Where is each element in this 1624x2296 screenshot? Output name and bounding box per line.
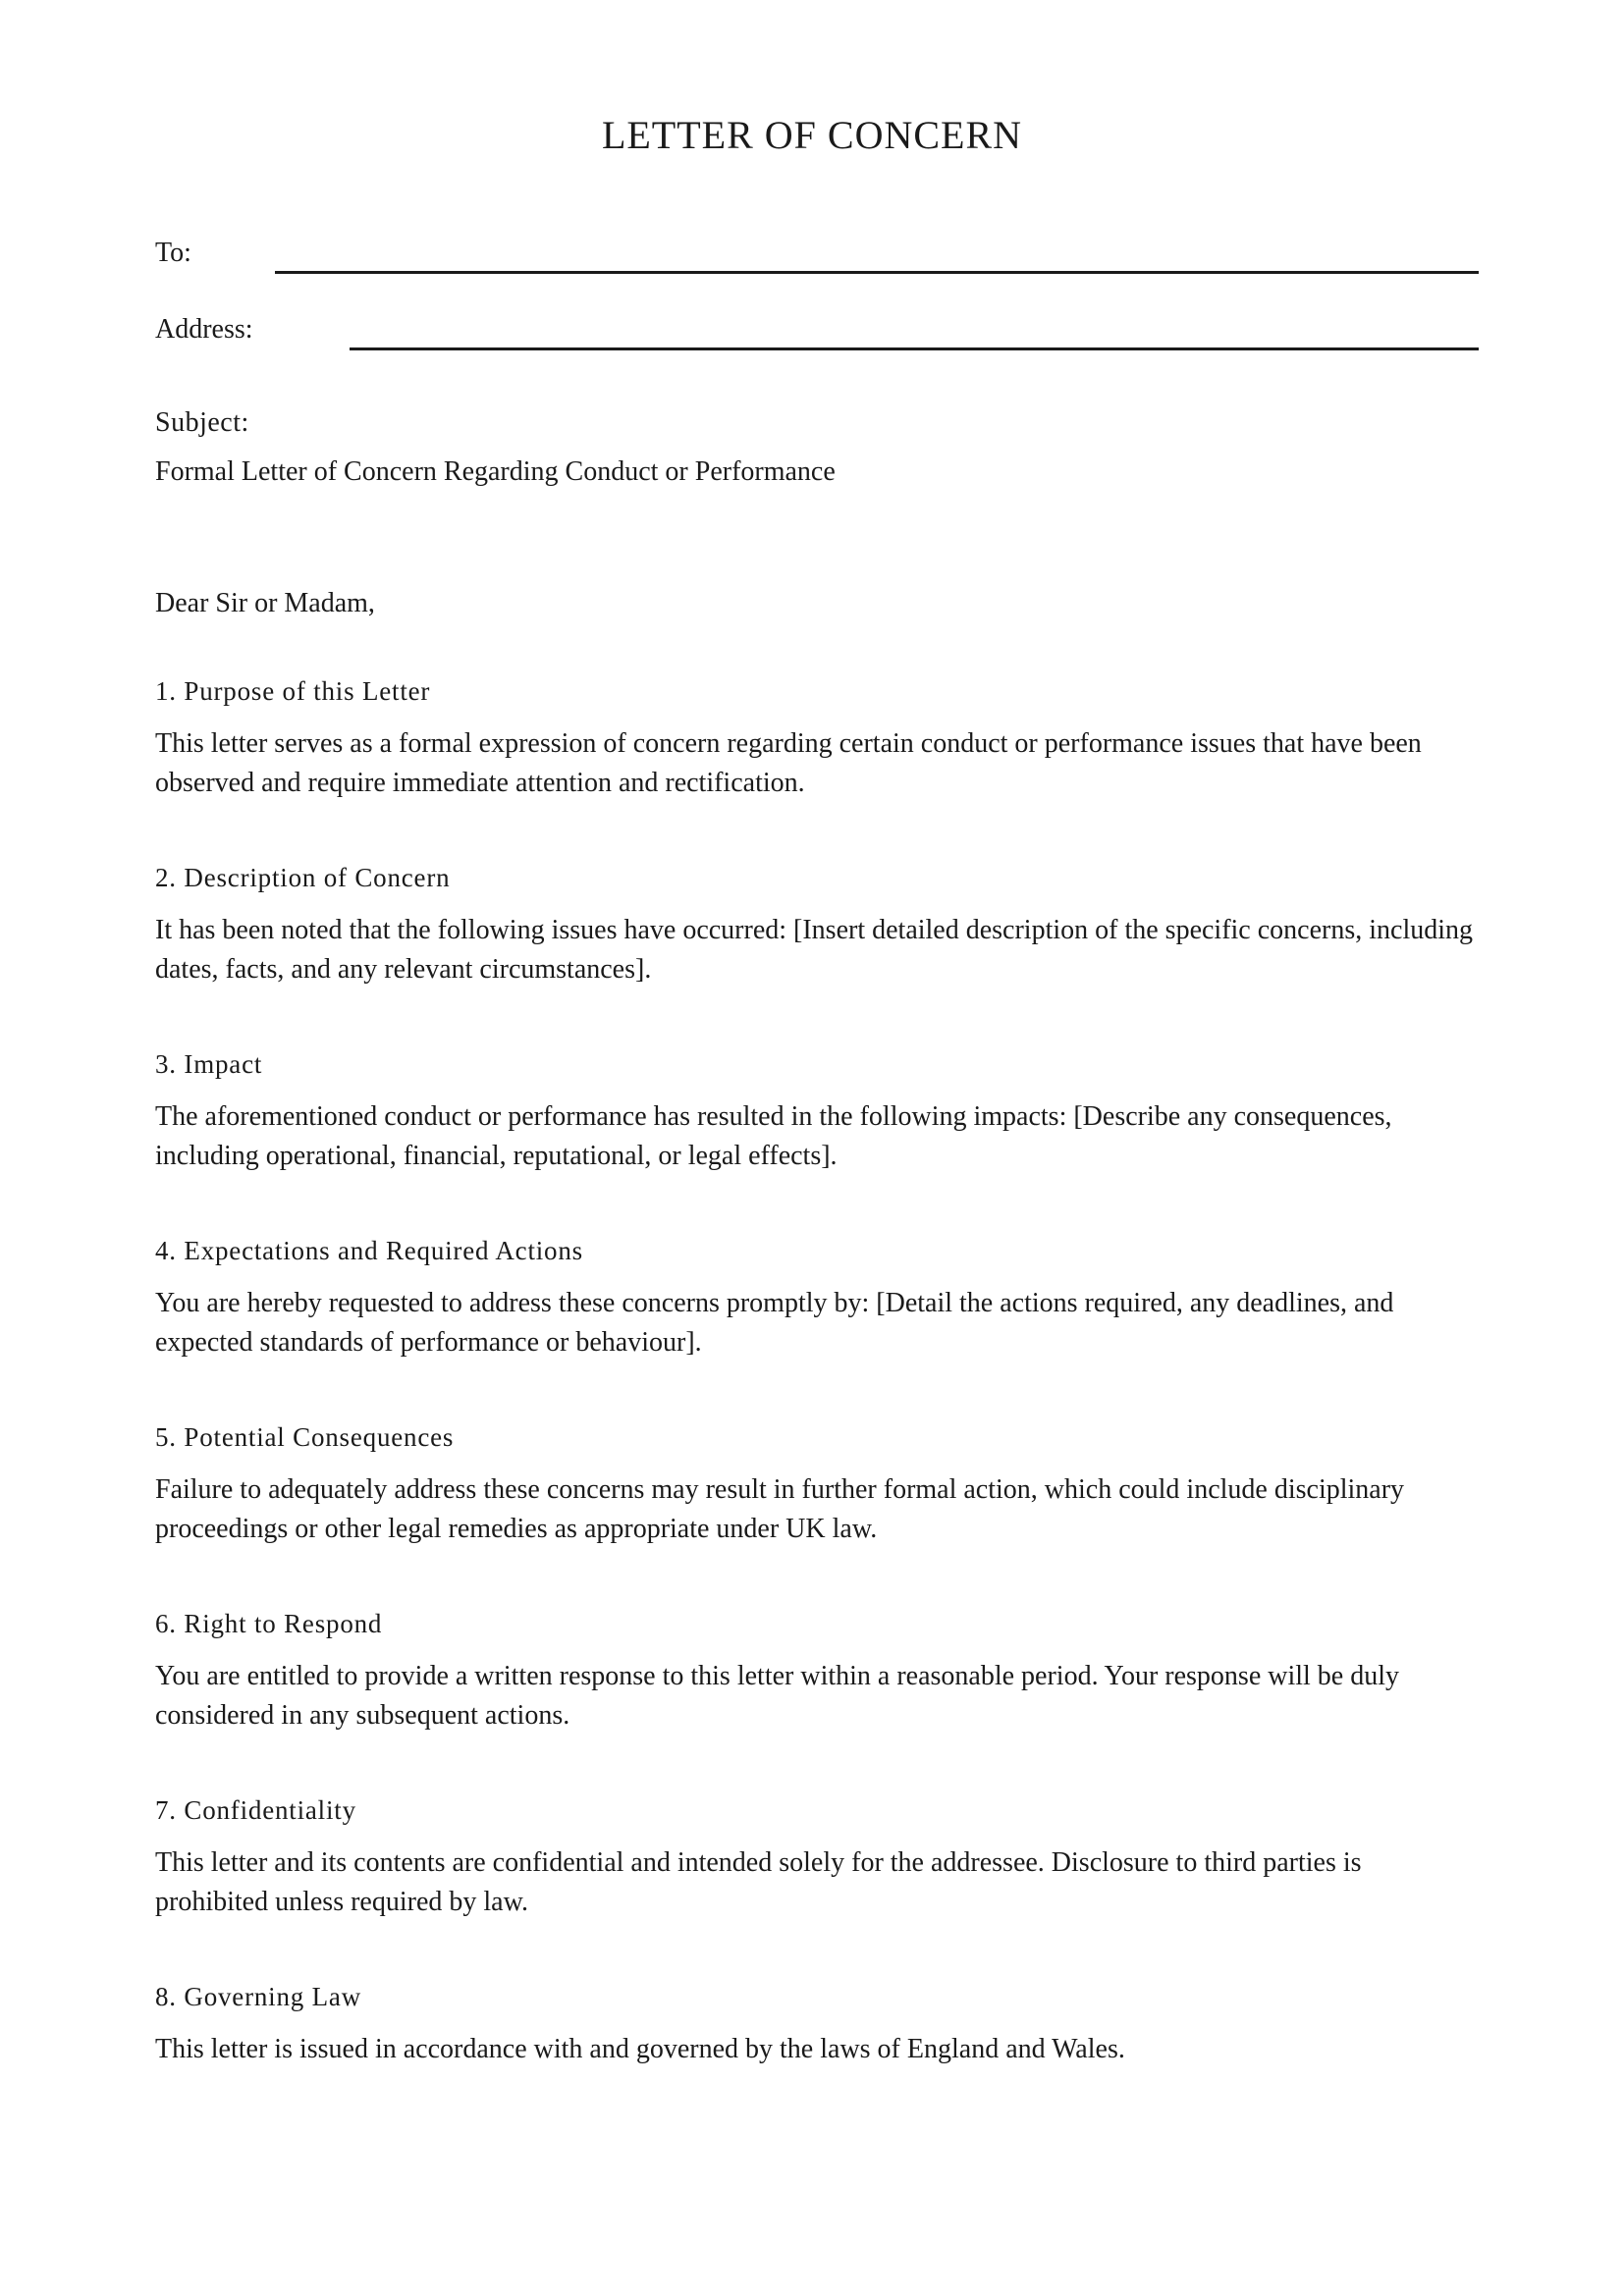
section-consequences	[155, 1424, 1481, 1549]
section-heading: 3. Impact	[155, 1049, 263, 1079]
section-body: This letter and its contents are confidential and intended solely for the addressee. Disclosure to third parties is prohibited unless required by law.	[155, 1847, 1362, 1917]
section-heading: 6. Right to Respond	[155, 1609, 383, 1638]
section-right-to-respond	[155, 1611, 1481, 1735]
section-heading: 7. Confidentiality	[155, 1795, 356, 1825]
section-expectations	[155, 1238, 1481, 1362]
section-body: You are hereby requested to address these concerns promptly by: [Detail the actions required, any deadlines, and expected standards of performance or behaviour].	[155, 1288, 1394, 1358]
address-blank-line[interactable]	[350, 347, 1479, 350]
section-impact	[155, 1051, 1481, 1176]
section-confidentiality	[155, 1797, 1481, 1922]
section-heading: 1. Purpose of this Letter	[155, 676, 431, 706]
section-governing-law	[155, 1984, 1481, 2069]
salutation: Dear Sir or Madam,	[155, 588, 375, 618]
subject-text: Formal Letter of Concern Regarding Conduct or Performance	[155, 456, 836, 487]
to-blank-line[interactable]	[275, 271, 1479, 274]
section-body: It has been noted that the following issues have occurred: [Insert detailed description of the specific concerns, including dates, facts, and any relevant circumstances].	[155, 915, 1474, 985]
section-body: You are entitled to provide a written response to this letter within a reasonable period. Your response will be duly considered in any subsequent actions.	[155, 1661, 1400, 1731]
section-heading: 8. Governing Law	[155, 1982, 361, 2011]
section-heading: 5. Potential Consequences	[155, 1422, 455, 1452]
to-label: To:	[155, 238, 191, 268]
document-title: LETTER OF CONCERN	[601, 113, 1023, 157]
section-heading: 4. Expectations and Required Actions	[155, 1236, 583, 1265]
subject-label: Subject:	[155, 407, 249, 438]
section-heading: 2. Description of Concern	[155, 863, 451, 892]
section-description	[155, 865, 1481, 989]
section-body: This letter is issued in accordance with and governed by the laws of England and Wales.	[155, 2034, 1125, 2064]
section-body: This letter serves as a formal expression of concern regarding certain conduct or performance issues that have been observed and require immediate attention and rectification.	[155, 728, 1422, 798]
section-purpose	[155, 678, 1481, 803]
address-label: Address:	[155, 314, 253, 345]
section-body: The aforementioned conduct or performance has resulted in the following impacts: [Describe any consequences, including operational, financial, reputational, or legal effects].	[155, 1101, 1392, 1171]
section-body: Failure to adequately address these concerns may result in further formal action, which could include disciplinary proceedings or other legal remedies as appropriate under UK law.	[155, 1474, 1405, 1544]
